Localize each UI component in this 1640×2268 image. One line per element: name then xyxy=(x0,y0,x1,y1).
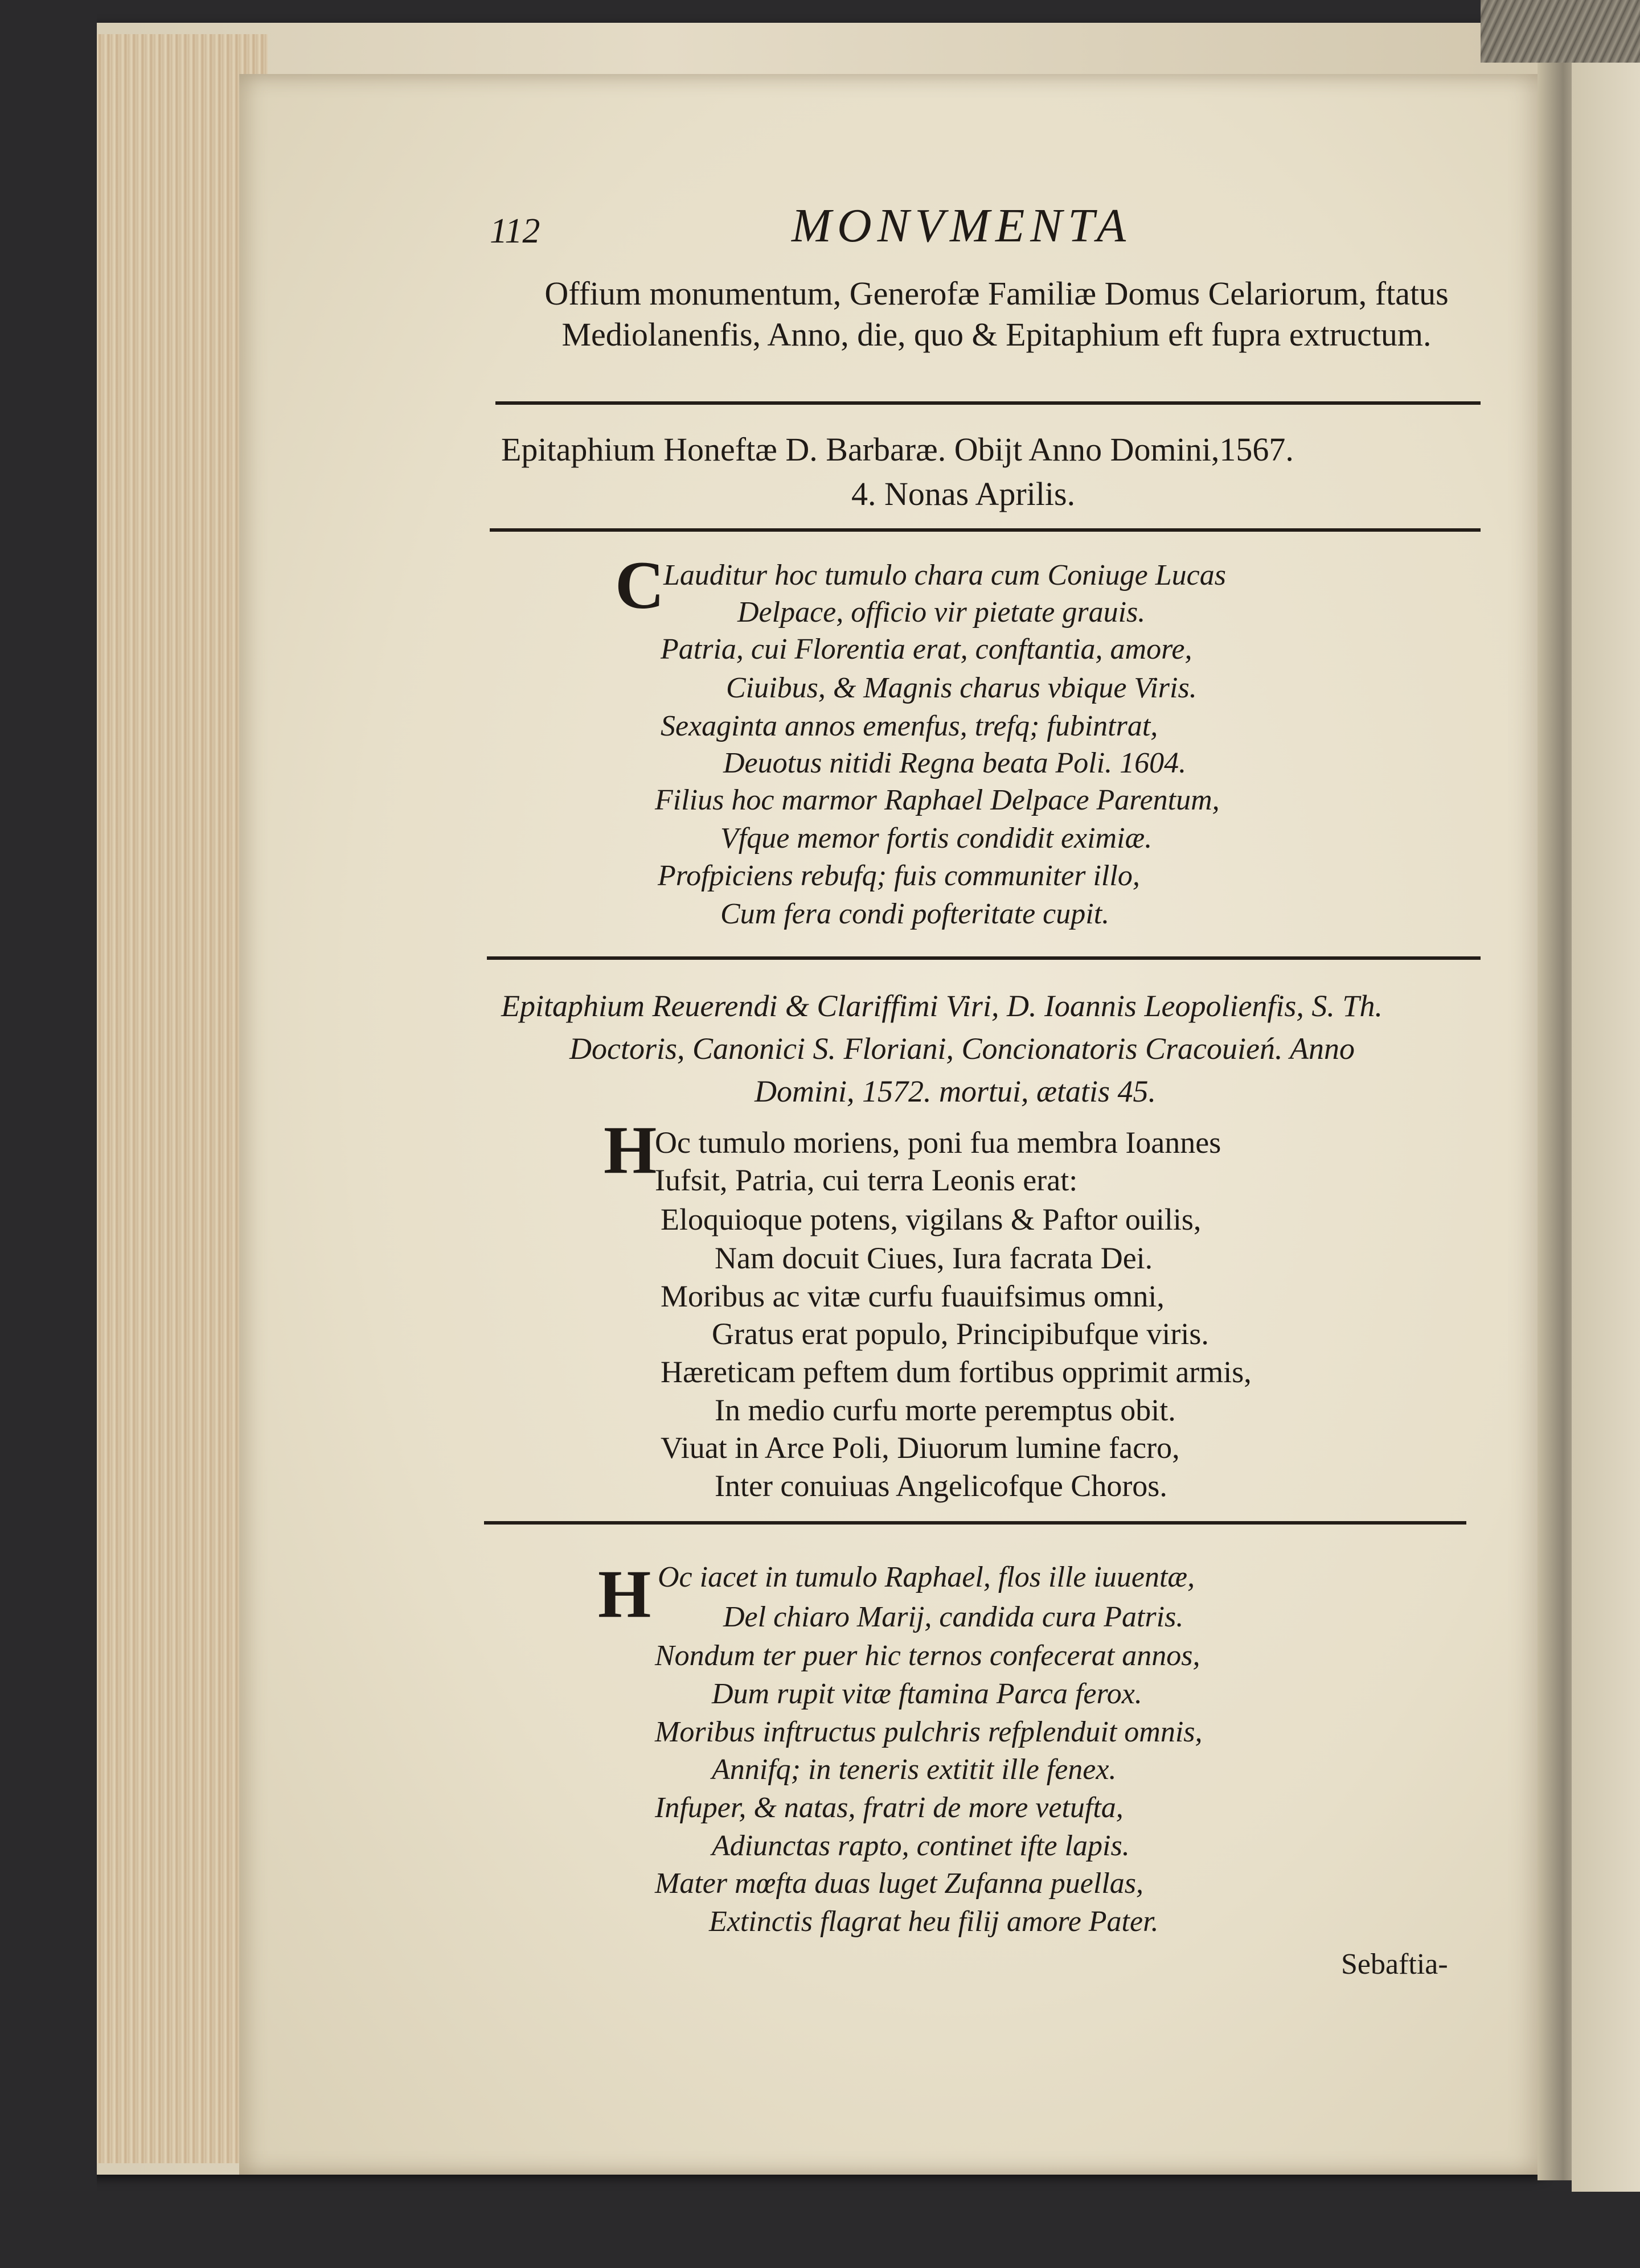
verse-line: Inter conuiuas Angelicofque Choros. xyxy=(715,1469,1167,1503)
verse-line: Adiunctas rapto, continet ifte lapis. xyxy=(712,1830,1130,1862)
section-divider xyxy=(484,1521,1466,1525)
verse-line: Filius hoc marmor Raphael Delpace Parentum, xyxy=(655,784,1220,816)
verse-line: Mater mœfta duas luget Zufanna puellas, xyxy=(655,1867,1143,1900)
section-divider xyxy=(495,401,1481,405)
verse-line: Moribus inftructus pulchris refplenduit omnis, xyxy=(655,1716,1203,1748)
verse-line: Eloquioque potens, vigilans & Paftor ouilis, xyxy=(661,1202,1202,1236)
running-title: MONVMENTA xyxy=(792,199,1132,252)
section-divider xyxy=(487,956,1481,960)
verse-line: Iufsit, Patria, cui terra Leonis erat: xyxy=(655,1163,1078,1197)
verse-line: Extinctis flagrat heu filij amore Pater. xyxy=(709,1905,1159,1938)
epitaph-heading-date: 4. Nonas Aprilis. xyxy=(851,475,1076,512)
drop-capital: C xyxy=(615,547,665,623)
verse-line: Infuper, & natas, fratri de more vetufta, xyxy=(655,1792,1124,1824)
verse-line: Vfque memor fortis condidit eximiæ. xyxy=(720,822,1153,854)
epitaph-heading: Doctoris, Canonici S. Floriani, Concionatoris Cracouień. Anno xyxy=(569,1032,1355,1066)
verse-line: Cum fera condi pofteritate cupit. xyxy=(720,898,1110,930)
section-divider xyxy=(490,528,1481,532)
epitaph-heading: Epitaphium Reuerendi & Clariffimi Viri, D. Ioannis Leopolienfis, S. Th. xyxy=(501,989,1383,1023)
epitaph-heading: Domini, 1572. mortui, ætatis 45. xyxy=(755,1074,1157,1108)
verse-line: Dum rupit vitæ ftamina Parca ferox. xyxy=(712,1678,1142,1710)
verse-line: Del chiaro Marij, candida cura Patris. xyxy=(723,1601,1184,1633)
verse-line: Moribus ac vitæ curfu fuauifsimus omni, xyxy=(661,1279,1165,1313)
intro-paragraph: Offium monumentum, Generofæ Familiæ Domus Celariorum, ftatus Mediolanenfis, Anno, die, quo & Epitaphium eft fupra extructum. xyxy=(544,275,1449,353)
catchword: Sebaftia- xyxy=(1341,1948,1448,1981)
verse-line: Oc iacet in tumulo Raphael, flos ille iuuentæ, xyxy=(658,1561,1195,1593)
drop-capital: H xyxy=(598,1556,651,1632)
verse-line: Patria, cui Florentia erat, conftantia, amore, xyxy=(661,633,1192,665)
epitaph-heading: Epitaphium Honeftæ D. Barbaræ. Obijt Anno Domini,1567. xyxy=(501,431,1294,468)
verse-line: Viuat in Arce Poli, Diuorum lumine facro, xyxy=(661,1431,1180,1465)
verse-line: Nondum ter puer hic ternos confecerat annos, xyxy=(655,1640,1200,1672)
verse-line: Nam docuit Ciues, Iura facrata Dei. xyxy=(715,1241,1153,1275)
verse-line: Delpace, officio vir pietate grauis. xyxy=(737,596,1146,628)
verse-line: Ciuibus, & Magnis charus vbique Viris. xyxy=(726,672,1197,704)
verse-line: Sexaginta annos emenfus, trefq; fubintrat, xyxy=(661,710,1158,742)
drop-capital: H xyxy=(604,1112,657,1188)
verse-line: Deuotus nitidi Regna beata Poli. 1604. xyxy=(723,747,1187,779)
verse-line: Hæreticam peftem dum fortibus opprimit armis, xyxy=(661,1355,1252,1389)
verse-line: Profpiciens rebufq; fuis communiter illo, xyxy=(658,860,1140,892)
verse-line: In medio curfu morte peremptus obit. xyxy=(715,1393,1176,1427)
verse-line: Annifq; in teneris extitit ille fenex. xyxy=(712,1753,1117,1786)
page-number: 112 xyxy=(490,212,540,250)
verse-line: Oc tumulo moriens, poni fua membra Ioannes xyxy=(655,1125,1221,1160)
verse-line: Gratus erat populo, Principibufque viris. xyxy=(712,1317,1209,1351)
verse-line: Lauditur hoc tumulo chara cum Coniuge Lucas xyxy=(663,559,1226,591)
